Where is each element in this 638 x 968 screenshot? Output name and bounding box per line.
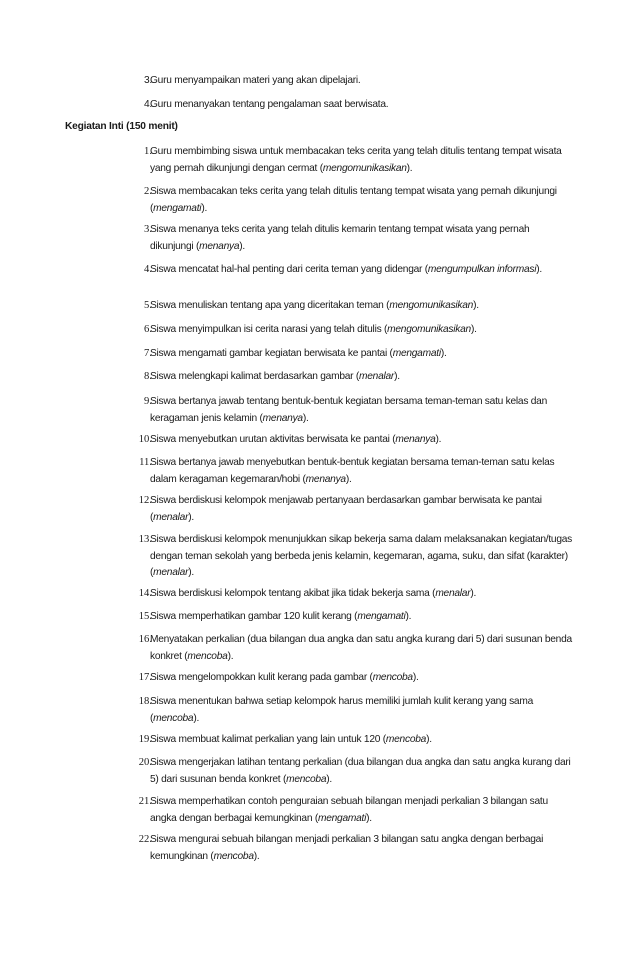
list-item bbox=[134, 222, 574, 255]
activity-marker: mengamati bbox=[392, 348, 441, 359]
list-item-number: 6. bbox=[144, 324, 152, 335]
activity-marker: menanya bbox=[305, 473, 346, 485]
activity-marker: menanya bbox=[395, 434, 436, 445]
list-item-text: Siswa menanya teks cerita yang telah ditulis kemarin tentang tempat wisata yang pernah dikunjungi (menanya). bbox=[150, 224, 530, 252]
activity-marker: mencoba bbox=[385, 734, 427, 745]
activity-marker: mengamati bbox=[317, 812, 367, 824]
list-item bbox=[134, 369, 574, 386]
list-item-text: Menyatakan perkalian (dua bilangan dua angka dan satu angka kurang dari 5) dari susunan benda konkret (mencoba). bbox=[150, 634, 572, 662]
list-item-text: Siswa bertanya jawab menyebutkan bentuk-bentuk kegiatan bersama teman-teman satu kelas dalam keragaman kegemaran/hobi (menanya). bbox=[150, 457, 555, 485]
list-item-text: Siswa berdiskusi kelompok menunjukkan sikap bekerja sama dalam melaksanakan kegiatan/tugas dengan teman sekolah yang berbeda jenis kelamin, kegemaran, agama, suku, dan sifat (karakter) (menalar). bbox=[150, 534, 573, 578]
list-item-text: Siswa menyimpulkan isi cerita narasi yang telah ditulis (mengomunikasikan). bbox=[150, 324, 477, 335]
list-item bbox=[134, 794, 574, 827]
activity-marker: menalar bbox=[359, 371, 395, 382]
list-item bbox=[134, 493, 574, 526]
list-item-text: Siswa memperhatikan gambar 120 kulit kerang (mengamati). bbox=[150, 611, 412, 622]
list-item-number: 8. bbox=[144, 371, 152, 382]
list-item-text: Siswa mengamati gambar kegiatan berwisata ke pantai (mengamati). bbox=[150, 348, 447, 359]
list-item-number: 4. bbox=[144, 99, 152, 110]
section-heading: Kegiatan Inti (150 menit) bbox=[65, 121, 178, 132]
list-item-number: 13. bbox=[138, 534, 152, 545]
list-item-number: 22. bbox=[138, 834, 152, 845]
activity-marker: mencoba bbox=[187, 650, 228, 662]
list-item bbox=[134, 322, 574, 339]
list-item-number: 17. bbox=[138, 672, 152, 683]
list-item-number: 1. bbox=[144, 146, 152, 157]
list-item bbox=[134, 455, 574, 488]
list-item-text: Siswa memperhatikan contoh penguraian sebuah bilangan menjadi perkalian 3 bilangan satu angka dengan berbagai kemungkinan (mengamati). bbox=[150, 796, 548, 824]
list-item-number: 3. bbox=[144, 75, 152, 86]
list-item-number: 19. bbox=[138, 734, 152, 745]
list-item-number: 16. bbox=[138, 634, 152, 645]
activity-marker: mencoba bbox=[213, 850, 254, 862]
list-item-number: 18. bbox=[138, 696, 152, 707]
list-item-text: Siswa mengurai sebuah bilangan menjadi perkalian 3 bilangan satu angka dengan berbagai kemungkinan (mencoba). bbox=[150, 834, 544, 862]
list-item bbox=[134, 298, 574, 315]
list-item-text: Siswa menuliskan tentang apa yang diceritakan teman (mengomunikasikan). bbox=[150, 300, 479, 311]
list-item-text: Siswa menyebutkan urutan aktivitas berwisata ke pantai (menanya). bbox=[150, 434, 442, 445]
list-item-text: Siswa berdiskusi kelompok menjawab pertanyaan berdasarkan gambar berwisata ke pantai (menalar). bbox=[150, 495, 542, 523]
list-item-text: Guru membimbing siswa untuk membacakan teks cerita yang telah ditulis tentang tempat wisata yang pernah dikunjungi dengan cermat (mengomunikasikan). bbox=[150, 146, 562, 174]
list-item bbox=[134, 586, 574, 603]
list-item bbox=[134, 609, 574, 626]
activity-marker: mengomunikasikan bbox=[389, 300, 474, 311]
list-item-number: 20. bbox=[138, 757, 152, 768]
list-item-number: 9. bbox=[144, 396, 152, 407]
list-item-number: 21. bbox=[138, 796, 152, 807]
activity-marker: menanya bbox=[199, 240, 240, 252]
list-item-text: Siswa mengelompokkan kulit kerang pada gambar (mencoba). bbox=[150, 672, 419, 683]
list-item-number: 3. bbox=[144, 224, 152, 235]
list-item bbox=[134, 632, 574, 665]
activity-marker: menalar bbox=[153, 511, 189, 523]
list-item bbox=[134, 262, 574, 279]
list-item bbox=[134, 732, 574, 749]
activity-marker: mengomunikasikan bbox=[387, 324, 471, 335]
list-item-text: Siswa berdiskusi kelompok tentang akibat jika tidak bekerja sama (menalar). bbox=[150, 588, 477, 599]
list-item-number: 11. bbox=[139, 457, 152, 468]
list-item-number: 12. bbox=[138, 495, 152, 506]
list-item bbox=[134, 432, 574, 449]
list-item-number: 5. bbox=[144, 300, 152, 311]
list-item bbox=[134, 755, 574, 788]
list-item bbox=[134, 670, 574, 687]
list-item bbox=[134, 832, 574, 865]
list-item-text: Siswa melengkapi kalimat berdasarkan gambar (menalar). bbox=[150, 371, 400, 382]
list-item-text: Guru menanyakan tentang pengalaman saat berwisata. bbox=[150, 99, 389, 110]
list-item bbox=[134, 144, 574, 177]
list-item-text: Siswa membuat kalimat perkalian yang lain untuk 120 (mencoba). bbox=[150, 734, 432, 745]
list-item bbox=[134, 394, 574, 427]
list-item-text: Siswa membacakan teks cerita yang telah ditulis tentang tempat wisata yang pernah dikunjungi (mengamati). bbox=[150, 186, 557, 214]
list-item-number: 7. bbox=[144, 348, 152, 359]
activity-marker: mencoba bbox=[286, 773, 327, 785]
list-item-number: 4. bbox=[144, 264, 152, 275]
list-item-text: Siswa bertanya jawab tentang bentuk-bentuk kegiatan bersama teman-teman satu kelas dan keragaman jenis kelamin (menanya). bbox=[150, 396, 548, 424]
activity-marker: mengamati bbox=[153, 202, 202, 214]
list-item-text: Siswa menentukan bahwa setiap kelompok harus memiliki jumlah kulit kerang yang sama (mencoba). bbox=[150, 696, 533, 724]
list-item bbox=[134, 73, 574, 90]
list-item-text: Guru menyampaikan materi yang akan dipelajari. bbox=[150, 75, 361, 86]
list-item-number: 14. bbox=[138, 588, 152, 599]
list-item-number: 15. bbox=[138, 611, 152, 622]
list-item bbox=[134, 184, 574, 217]
activity-marker: mengumpulkan informasi bbox=[427, 264, 537, 275]
list-item bbox=[134, 97, 574, 114]
list-item bbox=[134, 532, 574, 582]
activity-marker: menalar bbox=[435, 588, 471, 599]
list-item-number: 2. bbox=[144, 186, 152, 197]
list-item-text: Siswa mencatat hal-hal penting dari cerita teman yang didengar (mengumpulkan informasi). bbox=[150, 264, 542, 275]
list-item bbox=[134, 694, 574, 727]
list-item-text: Siswa mengerjakan latihan tentang perkalian (dua bilangan dua angka dan satu angka kurang dari 5) dari susunan benda konkret (mencoba). bbox=[150, 757, 571, 785]
activity-marker: mengomunikasikan bbox=[322, 162, 407, 174]
activity-marker: menanya bbox=[262, 412, 303, 424]
activity-marker: mengamati bbox=[357, 611, 406, 622]
activity-marker: menalar bbox=[153, 567, 189, 578]
list-item bbox=[134, 346, 574, 363]
activity-marker: mencoba bbox=[153, 712, 194, 724]
list-item-number: 10. bbox=[138, 434, 152, 445]
activity-marker: mencoba bbox=[372, 672, 413, 683]
